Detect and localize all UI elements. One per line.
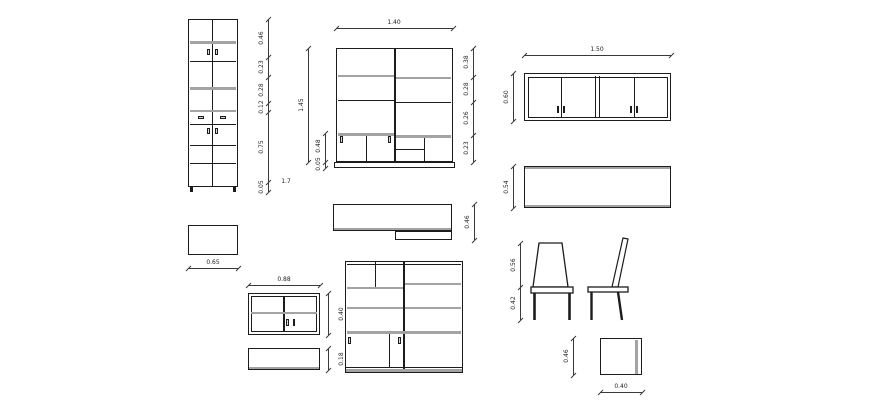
- drawer-handle-icon: [198, 116, 204, 119]
- tall-cabinet-shelf-5: [190, 145, 236, 146]
- tall-cabinet-shelf-4: [190, 110, 236, 112]
- tall-cabinet-body: [188, 19, 238, 187]
- door-handle-icon: [207, 128, 210, 134]
- dim-label: 0.28: [258, 83, 265, 97]
- dim-label: 1.45: [298, 98, 305, 112]
- sliding-door-edge: [366, 136, 367, 162]
- door-handle-icon: [348, 337, 351, 344]
- tall-cabinet-drawer-bottom-line: [190, 124, 236, 125]
- dim-label: 0.05: [258, 180, 265, 194]
- door-handle-icon: [286, 319, 289, 326]
- cabinet-leg: [190, 187, 193, 192]
- drawer-handle-icon: [220, 116, 226, 119]
- door-handle-icon: [340, 136, 343, 143]
- dim-label: 1.50: [590, 46, 604, 53]
- door-handle-icon: [207, 49, 210, 55]
- dim-label: 0.42: [510, 296, 517, 310]
- tall-cabinet-shelf-2: [190, 61, 236, 62]
- door-handle-icon: [557, 106, 560, 113]
- dim-label: 0.05: [315, 157, 322, 171]
- big-cabinet-center-divider: [394, 49, 396, 161]
- door-handle-icon: [398, 337, 401, 344]
- tall-cabinet-shelf-3: [190, 87, 236, 90]
- dim-note: 1.7: [281, 178, 291, 185]
- dim-label: 0.54: [503, 180, 510, 194]
- big-cabinet-base: [334, 162, 455, 168]
- dim-label: 0.46: [464, 215, 471, 229]
- dim-label: 0.40: [614, 383, 628, 390]
- chair-side-view: [583, 236, 635, 324]
- door-handle-icon: [215, 128, 218, 134]
- bottom-cabinet-center-divider: [403, 262, 405, 372]
- cabinet-leg: [233, 187, 236, 192]
- dim-label: 0.65: [206, 259, 220, 266]
- dim-label: 0.88: [277, 276, 291, 283]
- dim-label: 0.46: [258, 31, 265, 45]
- dim-label: 0.38: [463, 55, 470, 69]
- dim-label: 0.60: [503, 90, 510, 104]
- sliding-door-edge: [389, 334, 390, 367]
- door-handle-icon: [388, 136, 391, 143]
- door-handle-icon: [293, 319, 296, 326]
- dim-label: 0.23: [258, 60, 265, 74]
- dim-label: 0.75: [258, 140, 265, 154]
- door-handle-icon: [215, 49, 218, 55]
- door-handle-icon: [630, 106, 633, 113]
- dim-label: 0.56: [510, 258, 517, 272]
- dim-label: 0.46: [563, 349, 570, 363]
- tall-cabinet-shelf-1: [190, 41, 236, 44]
- dim-label: 0.48: [315, 139, 322, 153]
- door-handle-icon: [636, 106, 639, 113]
- dim-label: 1.40: [387, 19, 401, 26]
- dim-label: 0.23: [463, 141, 470, 155]
- tall-cabinet-shelf-6: [190, 163, 236, 164]
- dim-label: 0.18: [338, 352, 345, 366]
- door-handle-icon: [563, 106, 566, 113]
- dim-label: 0.40: [338, 307, 345, 321]
- chair-front-view: [528, 240, 580, 324]
- dim-label: 0.12: [258, 100, 265, 114]
- dim-label: 0.28: [463, 82, 470, 96]
- tall-cabinet-center-divider: [212, 20, 213, 186]
- dim-label: 0.26: [463, 111, 470, 125]
